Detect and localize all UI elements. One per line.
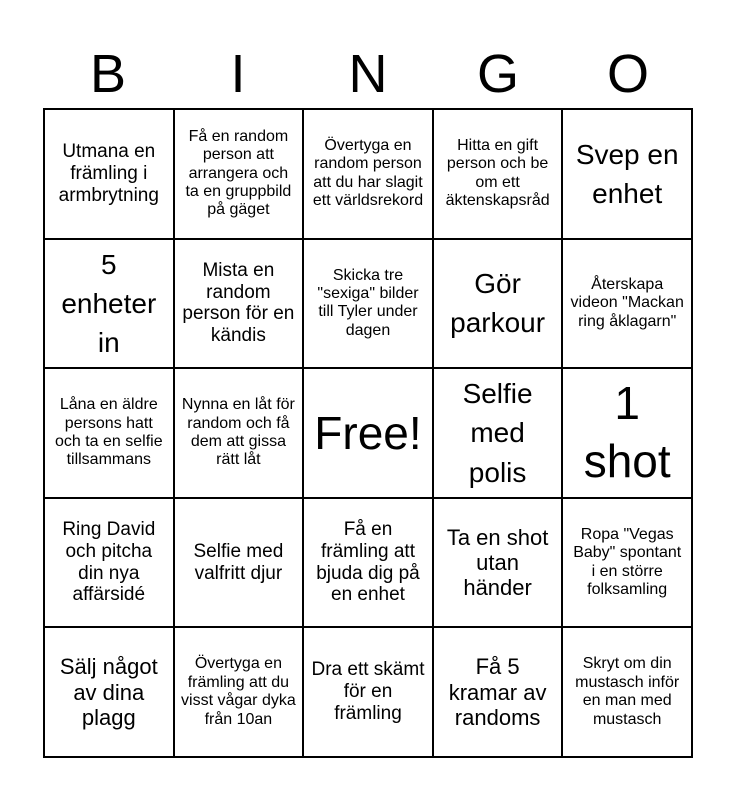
bingo-cell[interactable] [562,368,692,498]
bingo-cell[interactable] [44,627,174,757]
cell-text: Hitta en gift person och be om ett äktenskapsråd [445,137,550,210]
bingo-cell[interactable] [433,239,563,369]
bingo-cell[interactable] [44,109,174,239]
cell-text: Ta en shot utan händer [446,524,549,601]
bingo-cell[interactable] [562,109,692,239]
bingo-cell[interactable] [433,368,563,498]
bingo-cell[interactable] [174,368,304,498]
cell-text: Ropa "Vegas Baby" spontant i en större folksamling [573,525,682,598]
cell-text: Selfie med polis [462,378,533,488]
cell-text: Övertyga en random person att du har slagit ett världsrekord [312,137,424,210]
cell-text: Skryt om din mustasch inför en man med mustasch [575,655,680,728]
bingo-header [43,40,693,108]
cell-text: Selfie med valfritt djur [193,540,284,584]
bingo-cell[interactable] [433,498,563,628]
cell-text: Sälj något av dina plagg [59,654,158,730]
cell-text: Dra ett skämt för en främling [311,659,425,725]
free-space-cell[interactable] [303,368,433,498]
bingo-cell[interactable] [433,109,563,239]
cell-text: Gör parkour [450,268,546,339]
cell-text: Ring David och pitcha din nya affärsidé [62,518,156,606]
cell-text: Free! [314,406,422,459]
cell-text: Låna en äldre persons hatt och ta en selfie tillsammans [54,396,163,469]
bingo-cell[interactable] [303,109,433,239]
cell-text: Få en random person att arrangera och ta en gruppbild på gäget [185,127,292,219]
cell-text: Få en främling att bjuda dig på en enhet [316,518,420,606]
cell-text: Återskapa videon "Mackan ring åklagarn" [570,275,684,330]
bingo-cell[interactable] [174,109,304,239]
cell-text: Skicka tre "sexiga" bilder till Tyler under dagen [317,266,419,339]
bingo-cell[interactable] [562,239,692,369]
cell-text: Övertyga en främling att du visst vågar dyka från 10an [181,655,296,728]
cell-text: Mista en random person för en kändis [182,259,295,347]
cell-text: 5 enheter in [61,248,157,358]
bingo-cell[interactable] [174,239,304,369]
bingo-cell[interactable] [303,498,433,628]
bingo-cell[interactable] [44,498,174,628]
cell-text: Svep en enhet [575,138,679,209]
header-letter-g: G [476,44,519,104]
cell-text: Nynna en låt för random och få dem att gissa rätt låt [181,396,295,469]
bingo-cell[interactable] [562,627,692,757]
bingo-cell[interactable] [303,239,433,369]
header-letter-o: O [606,44,649,104]
cell-text: Få 5 kramar av randoms [448,654,547,730]
bingo-cell[interactable] [433,627,563,757]
cell-text: 1 shot [583,377,671,487]
cell-text: Utmana en främling i armbrytning [58,141,159,206]
bingo-cell[interactable] [174,627,304,757]
header-letter-i: I [230,44,246,104]
bingo-cell[interactable] [44,368,174,498]
bingo-cell[interactable] [303,627,433,757]
bingo-cell[interactable] [562,498,692,628]
bingo-cell[interactable] [44,239,174,369]
header-letter-n: N [348,44,388,104]
bingo-cell[interactable] [174,498,304,628]
bingo-board [43,108,693,758]
header-letter-b: B [89,44,127,104]
